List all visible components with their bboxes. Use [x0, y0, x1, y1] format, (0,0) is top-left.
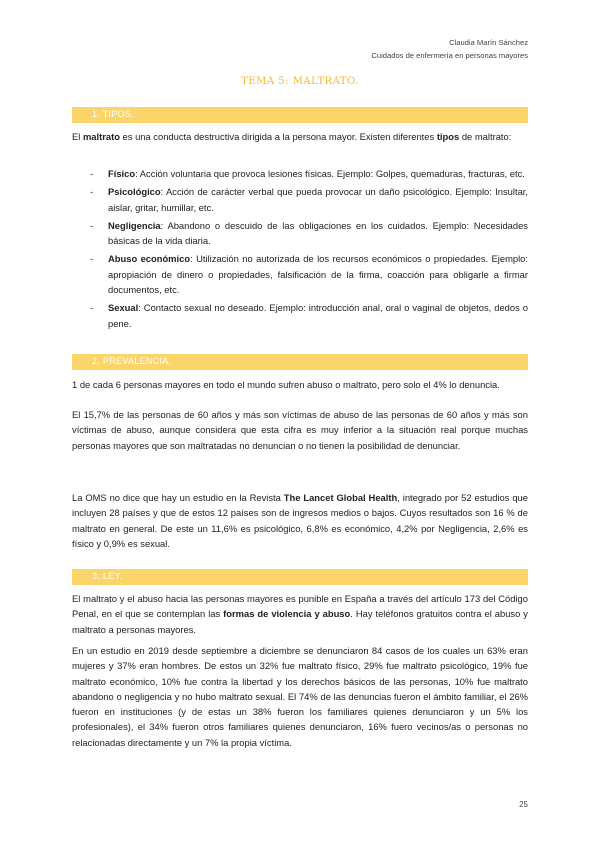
tipos-intro — [72, 129, 528, 144]
prevalencia-paragraph-1: 1 de cada 6 personas mayores en todo el mundo sufren abuso o maltrato, pero solo el 4% lo denuncia. — [72, 379, 500, 390]
header-author: Claudia Marín Sánchez — [449, 38, 528, 47]
page-number: 25 — [519, 800, 528, 809]
ley-text-2: . Hay teléfonos gratuitos contra el abuso y maltrato a personas mayores. — [72, 608, 528, 635]
intro-text-1: El — [72, 131, 83, 142]
tipos-list — [90, 166, 528, 334]
item-text: : Abandono o descuido de las obligaciones en los cuidados. Ejemplo: Necesidades básicas de la vida diaria. — [108, 219, 528, 247]
item-text: : Acción voluntaria que provoca lesiones físicas. Ejemplo: Golpes, quemaduras, fracturas, etc. — [135, 168, 525, 179]
prevalencia-paragraph-3 — [72, 490, 528, 551]
intro-text-3: de maltrato: — [459, 131, 512, 142]
bullet-dash: - — [90, 253, 94, 265]
bullet-dash: - — [90, 302, 94, 314]
section-label-prevalencia: 2. PREVALENCIA. — [92, 356, 172, 366]
item-term: Físico — [108, 168, 136, 179]
p3-text-2: , integrado por 52 estudios que incluyen 28 países y que de estos 12 países son de ingresos medios o bajos. Cuyos resultados son 16 % de maltrato en general. De este un 11,6% es psicológico, 6,8% es económico, 4,2% por Negligencia, 2,6% es físico y 0,9% es sexual. — [72, 492, 528, 549]
ley-paragraph-1 — [72, 591, 528, 637]
item-term: Psicológico — [108, 186, 161, 198]
ley-paragraph-2: En un estudio en 2019 desde septiembre a diciembre se denunciaron 84 casos de los cuales un 63% eran mujeres y 37% eran hombres. De estos un 32% fue maltrato físico, 29% fue maltrato psicológico, 19% fue maltrato económico, 10% fue contra la libertad y los derechos básicos de las personas, 10% fue maltrato abandono o negligencia y no hubo maltrato sexual. El 74% de las denuncias fueron el ámbito familiar, el 26% fueron en instituciones (y de estas un 38% fueron los familiares quienes denunciaron y un 5% los profesionales), el 34% fueron otros familiares quienes denunciaron, 16% fuero vecinos/as o personas no relacionadas directamente y un 7% la propia víctima. — [72, 645, 528, 748]
item-term: Sexual — [108, 302, 139, 314]
section-label-ley: 3. LEY. — [92, 571, 123, 581]
header-course: Cuidados de enfermería en personas mayores — [371, 51, 528, 60]
item-term: Negligencia — [108, 219, 161, 231]
item-term: Abuso económico — [108, 253, 191, 265]
intro-bold-maltrato: maltrato — [82, 131, 120, 142]
item-text: : Contacto sexual no deseado. Ejemplo: introducción anal, oral o vaginal de objetos, dedos o pene. — [108, 302, 528, 329]
journal-name: The Lancet Global Health — [283, 492, 398, 503]
bullet-dash: - — [90, 219, 94, 231]
section-heading-tipos — [72, 107, 528, 123]
prevalencia-paragraph-2: El 15,7% de las personas de 60 años y más son víctimas de abuso de las personas de 60 años y más son víctimas de abuso, aunque considera que esta cifra es muy inferior a la situación real porque muchas personas mayores que son maltratadas no denuncian o no tienen la posibilidad de denunciar. — [72, 409, 528, 451]
section-label-tipos: 1. TIPOS. — [92, 109, 135, 119]
ley-text-1: El maltrato y el abuso hacia las personas mayores es punible en España a través del artículo 173 del Código Penal, en el que se contemplan las — [72, 593, 528, 620]
section-heading-prevalencia — [72, 354, 528, 370]
p3-text-1: La OMS no dice que hay un estudio en la Revista — [72, 492, 284, 503]
intro-text-2: es una conducta destructiva dirigida a la persona mayor. Existen diferentes — [119, 131, 437, 142]
bullet-dash: - — [90, 186, 94, 198]
intro-bold-tipos: tipos — [436, 131, 460, 142]
bullet-dash: - — [90, 168, 94, 179]
list-item-psicologico — [90, 184, 528, 215]
ley-bold-formas: formas de violencia y abuso — [223, 608, 351, 620]
item-text: : Utilización no autorizada de los recursos económicos o propiedades. Ejemplo: apropiación de dinero o propiedades, falsificación de la firma, coacción para obligarle a firmar documentos, etc. — [108, 253, 528, 296]
list-item-abuso-economico — [90, 251, 528, 297]
page-title: TEMA 5: MALTRATO. — [241, 76, 359, 87]
item-text: : Acción de carácter verbal que pueda provocar un daño psicológico. Ejemplo: Insultar, aislar, gritar, humillar, etc. — [108, 186, 528, 213]
list-item-negligencia — [90, 218, 528, 249]
list-item-fisico — [90, 166, 528, 181]
list-item-sexual — [90, 300, 528, 331]
section-heading-ley — [72, 569, 528, 585]
